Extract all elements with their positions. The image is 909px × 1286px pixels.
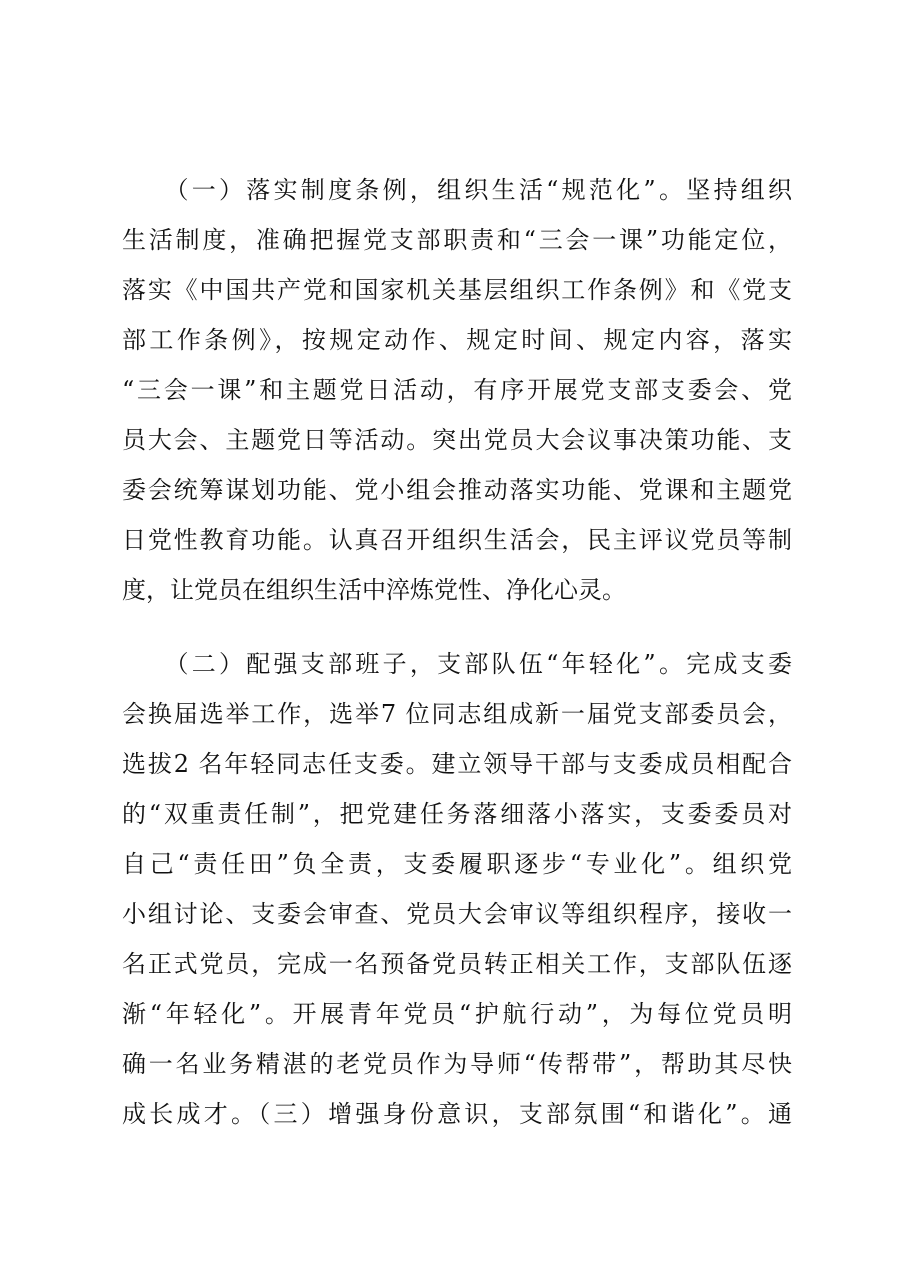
text-line: （一）落实制度条例，组织生活“规范化”。坚持组织: [122, 176, 792, 204]
text-line: 自己“责任田”负全责，支委履职逐步“专业化”。组织党: [122, 850, 792, 878]
paragraph-2: [122, 639, 792, 1139]
text-line: 成长成才。（三）增强身份意识，支部氛围“和谐化”。通: [122, 1100, 792, 1128]
text-line: 名正式党员，完成一名预备党员转正相关工作，支部队伍逐: [122, 950, 792, 978]
text-line: 度，让党员在组织生活中淬炼党性、净化心灵。: [122, 576, 626, 604]
text-line: 的“双重责任制”，把党建任务落细落小落实，支委委员对: [122, 800, 792, 828]
paragraph-1: [122, 165, 792, 615]
text-line: 选拔2 名年轻同志任支委。建立领导干部与支委成员相配合: [122, 750, 792, 778]
text-line: 日党性教育功能。认真召开组织生活会，民主评议党员等制: [122, 526, 792, 554]
text-line: 生活制度，准确把握党支部职责和“三会一课”功能定位，: [122, 226, 792, 254]
text-line: “三会一课”和主题党日活动，有序开展党支部支委会、党: [122, 376, 792, 404]
text-line: 委会统筹谋划功能、党小组会推动落实功能、党课和主题党: [122, 476, 792, 504]
text-line: 落实《中国共产党和国家机关基层组织工作条例》和《党支: [122, 276, 792, 304]
text-line: 渐“年轻化”。开展青年党员“护航行动”，为每位党员明: [122, 1000, 792, 1028]
text-line: 小组讨论、支委会审查、党员大会审议等组织程序，接收一: [122, 900, 792, 928]
text-line: 员大会、主题党日等活动。突出党员大会议事决策功能、支: [122, 426, 792, 454]
text-line: （二）配强支部班子，支部队伍“年轻化”。完成支委: [122, 650, 792, 678]
text-line: 确一名业务精湛的老党员作为导师“传帮带”，帮助其尽快: [122, 1050, 792, 1078]
document-body: [122, 165, 792, 1163]
text-line: 部工作条例》，按规定动作、规定时间、规定内容，落实: [122, 326, 792, 354]
text-line: 会换届选举工作，选举7 位同志组成新一届党支部委员会，: [122, 700, 792, 728]
